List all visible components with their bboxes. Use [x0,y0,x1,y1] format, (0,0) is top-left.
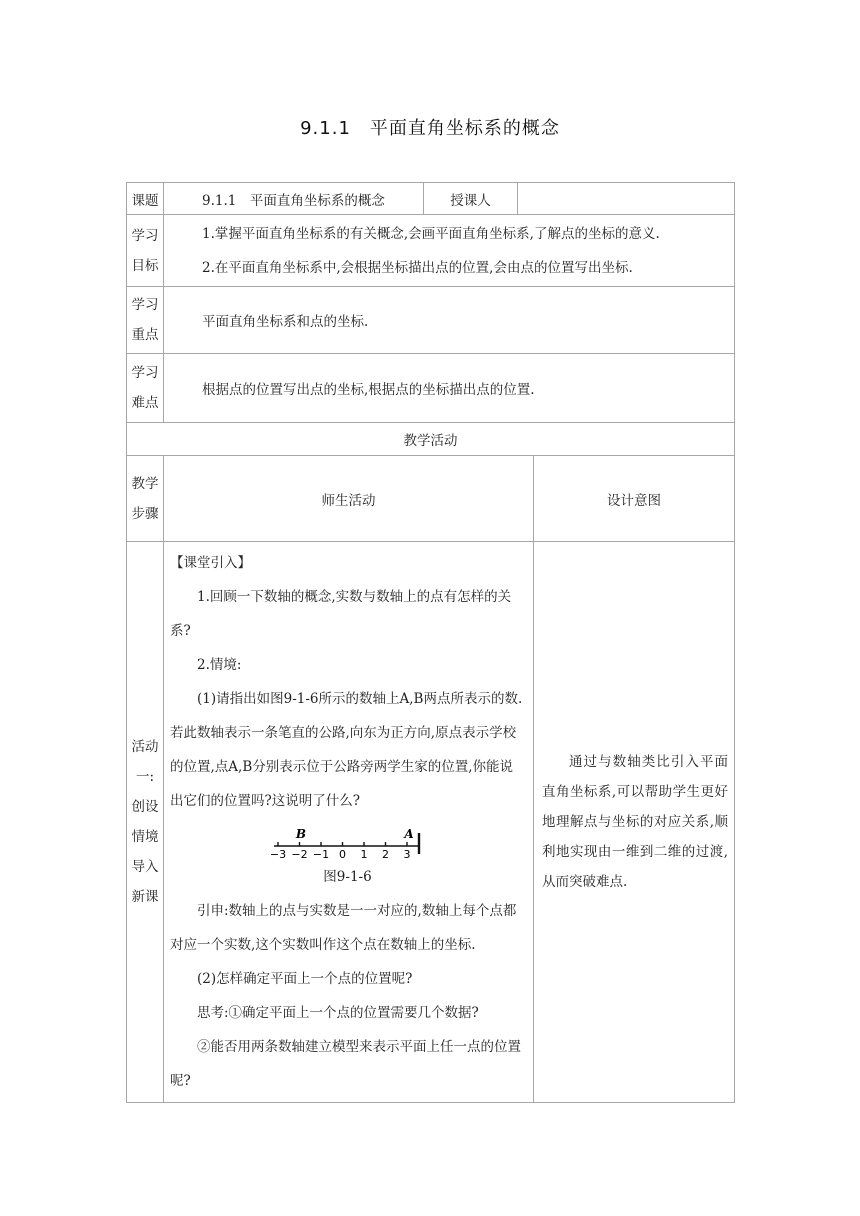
think-1-paragraph: 思考:①确定平面上一个点的位置需要几个数据? [197,1005,479,1021]
activity-1-label: 活动 一: 创设 情境 导入 新课 [127,542,164,1103]
lesson-plan-table [126,182,735,1103]
topic-value: 9.1.1 平面直角坐标系的概念 [164,183,424,215]
activity-1-intent: 通过与数轴类比引入平面直角坐标系,可以帮助学生更好地理解点与坐标的对应关系,顺利地实现由一维到二维的过渡,从而突破难点. [534,542,735,1103]
number-line-tick-label: −3 [269,848,286,860]
key-point-label: 学习 重点 [127,287,164,354]
number-line-figure [170,820,525,860]
think-2-paragraph: ②能否用两条数轴建立模型来表示平面上任一点的位置呢? [170,1039,521,1089]
teacher-value [518,183,735,215]
key-point-row [127,287,735,354]
intent-header: 设计意图 [534,456,735,542]
number-line-tick-label: 3 [403,848,410,860]
activities-header-row [127,423,735,456]
steps-label: 教学 步骤 [127,456,164,542]
situation-paragraph: 2.情境: [197,657,242,673]
difficulty-label: 学习 难点 [127,354,164,423]
goal-1: 1.掌握平面直角坐标系的有关概念,会画平面直角坐标系,了解点的坐标的意义. [202,225,660,242]
number-line-svg [268,820,428,860]
point-b-label: B [295,827,306,841]
difficulty-row [127,354,735,423]
steps-header-row [127,456,735,542]
goals-label: 学习 目标 [127,215,164,287]
figure-caption: 图9-1-6 [323,869,372,885]
number-line-tick-label: 1 [360,848,367,860]
goals-content [164,215,735,287]
number-line-tick-label: 2 [381,848,389,860]
number-line-tick-label: 0 [338,848,346,860]
topic-label: 课题 [127,183,164,215]
question-1-paragraph: (1)请指出如图9-1-6所示的数轴上A,B两点所表示的数.若此数轴表示一条笔直的公路,向东为正方向,原点表示学校的位置,点A,B分别表示位于公路旁两学生家的位置,你能说出它们的位置吗?这说明了什么? [170,691,523,809]
point-a-label: A [403,827,414,841]
review-paragraph: 1.回顾一下数轴的概念,实数与数轴上的点有怎样的关系? [170,589,512,639]
activity-1-content [164,542,534,1103]
activities-header: 教学活动 [127,423,735,456]
classroom-intro-heading: 【课堂引入】 [170,555,251,571]
difficulty-value: 根据点的位置写出点的坐标,根据点的坐标描出点的位置. [164,354,735,423]
topic-row [127,183,735,215]
number-line-tick-label: −1 [312,848,329,860]
number-line-tick-label: −2 [290,848,308,860]
goals-row [127,215,735,287]
activity-1-row [127,542,735,1103]
question-2-paragraph: (2)怎样确定平面上一个点的位置呢? [197,971,413,987]
teacher-student-header: 师生活动 [164,456,534,542]
extension-paragraph: 引申:数轴上的点与实数是一一对应的,数轴上每个点都对应一个实数,这个实数叫作这个点在数轴上的坐标. [170,903,517,953]
key-point-value: 平面直角坐标系和点的坐标. [164,287,735,354]
teacher-label: 授课人 [424,183,518,215]
goal-2: 2.在平面直角坐标系中,会根据坐标描出点的位置,会由点的位置写出坐标. [202,259,633,276]
page-title: 9.1.1 平面直角坐标系的概念 [300,118,560,139]
